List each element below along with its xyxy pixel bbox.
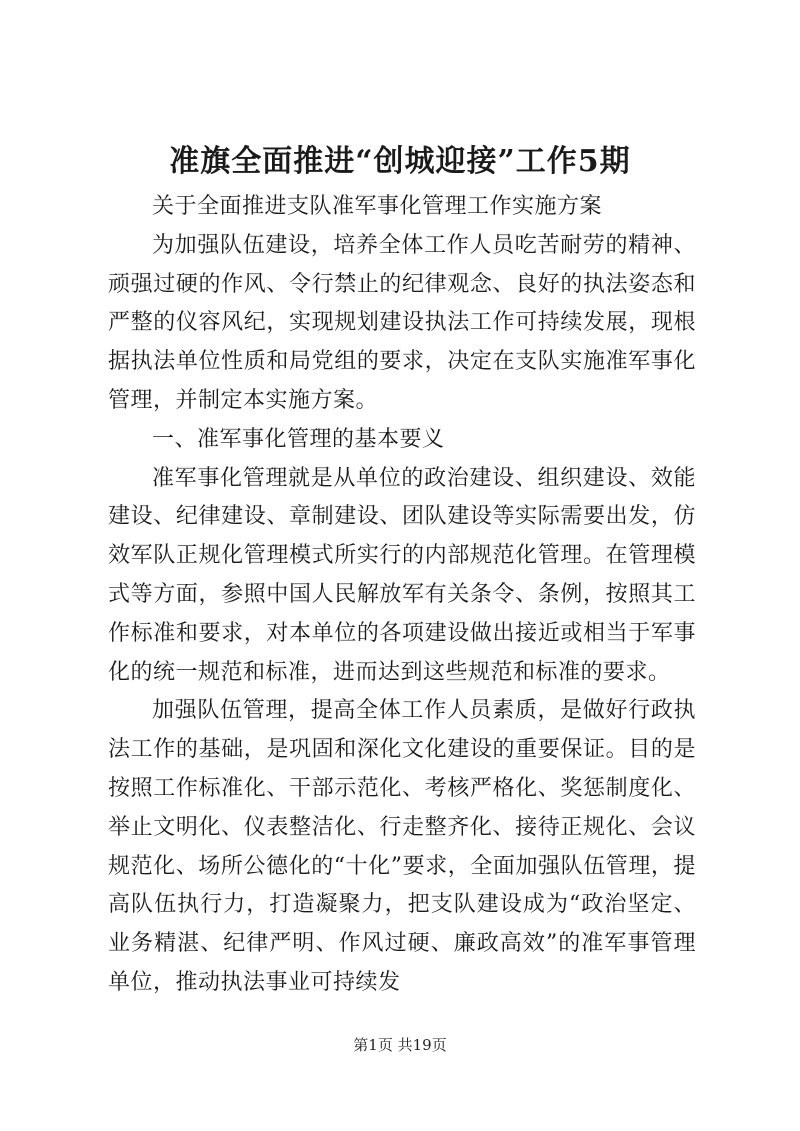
document-body — [108, 188, 696, 1003]
section-heading: 一、准军事化管理的基本要义 — [152, 426, 445, 452]
paragraph-purpose: 加强队伍管理，提高全体工作人员素质，是做好行政执法工作的基础，是巩固和深化文化建设的重要保证。目的是按照工作标准化、干部示范化、考核严格化、奖惩制度化、举止文明化、仪表整洁化、行走整齐化、接待正规化、会议规范化、场所公德化的“十化”要求，全面加强队伍管理，提高队伍执行力，打造凝聚力，把支队建设成为“政治坚定、业务精湛、纪律严明、作风过硬、廉政高效”的准军事管理单位，推动执法事业可持续发 — [108, 698, 696, 995]
page-number-label: 第1页 共19页 — [353, 1036, 447, 1054]
page-footer — [0, 1035, 800, 1055]
document-title: 准旗全面推进“创城迎接”工作5期 — [169, 144, 631, 179]
paragraph-subtitle: 关于全面推进支队准军事化管理工作实施方案 — [152, 194, 603, 219]
paragraph-definition: 准军事化管理就是从单位的政治建设、组织建设、效能建设、纪律建设、章制建设、团队建设等实际需要出发，仿效军队正规化管理模式所实行的内部规范化管理。在管理模式等方面，参照中国人民解放军有关条令、条例，按照其工作标准和要求，对本单位的各项建设做出接近或相当于军事化的统一规范和标准，进而达到这些规范和标准的要求。 — [108, 465, 696, 685]
paragraph-intro: 为加强队伍建设，培养全体工作人员吃苦耐劳的精神、顽强过硬的作风、令行禁止的纪律观念、良好的执法姿态和严整的仪容风纪，实现规划建设执法工作可持续发展，现根据执法单位性质和局党组的要求，决定在支队实施准军事化管理，并制定本实施方案。 — [108, 232, 696, 413]
